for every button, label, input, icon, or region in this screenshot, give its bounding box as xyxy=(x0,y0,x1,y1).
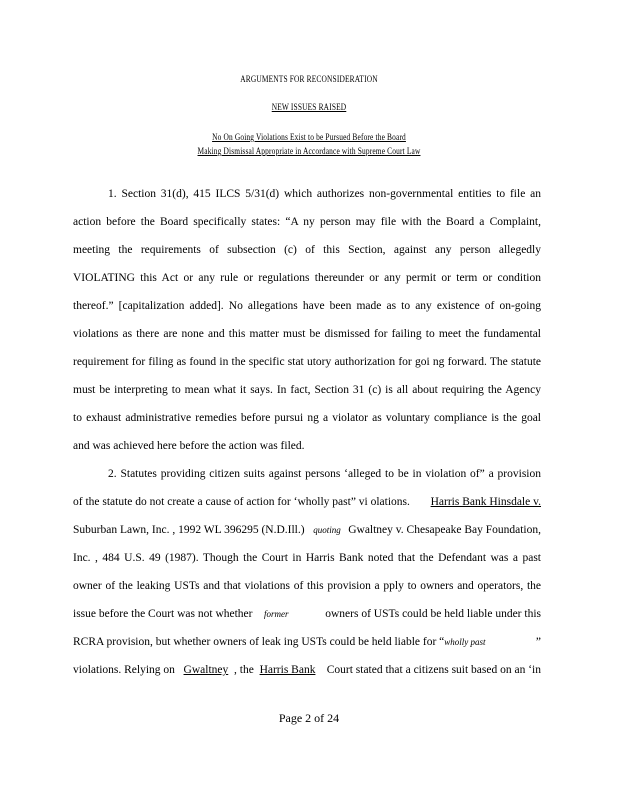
heading-new-issues: NEW ISSUES RAISED xyxy=(271,103,347,113)
body-line xyxy=(73,523,541,537)
body-line: requirement for filing as found in the specific stat utory authorization for goi ng forward. The statute xyxy=(73,356,541,368)
body-line: must be interpreting to mean what it says. In fact, Section 31 (c) is all about requiring the Agency xyxy=(73,384,541,396)
body-text: of the statute do not create a cause of action for ‘wholly past” vi olations. xyxy=(73,496,410,508)
heading-no-ongoing: No On Going Violations Exist to be Pursued Before the Board xyxy=(212,133,406,143)
close-quote: ” xyxy=(535,636,541,648)
italic-wholly-past: wholly past xyxy=(444,637,486,647)
italic-quoting: quoting xyxy=(313,525,341,535)
italic-former: former xyxy=(263,609,289,619)
citation-gwaltney: Gwaltney v. Chesapeake Bay Foundation, xyxy=(348,524,541,536)
citation-gwaltney-short: Gwaltney xyxy=(183,664,229,676)
body-line: to exhaust administrative remedies before pursui ng a violator as voluntary compliance is the goal xyxy=(73,412,541,424)
page-number: Page 2 of 24 xyxy=(278,711,340,725)
body-text: issue before the Court was not whether xyxy=(73,608,253,620)
heading-making-dismissal: Making Dismissal Appropriate in Accordance with Supreme Court Law xyxy=(197,147,421,157)
body-text: violations. Relying on xyxy=(73,664,175,676)
body-line: meeting the requirements of subsection (c) of this Section, against any person allegedly xyxy=(73,244,541,256)
body-line: 1. Section 31(d), 415 ILCS 5/31(d) which authorizes non-governmental entities to file an xyxy=(108,188,541,200)
body-line xyxy=(73,635,541,649)
body-line: action before the Board specifically states: “A ny person may file with the Board a Complaint, xyxy=(73,216,541,228)
body-line: and was achieved here before the action was filed. xyxy=(73,440,305,452)
body-text: Court stated that a citizens suit based on an ‘in xyxy=(326,664,541,676)
body-text: Suburban Lawn, Inc. , 1992 WL 396295 (N.D.Ill.) xyxy=(73,524,305,536)
heading-arguments: ARGUMENTS FOR RECONSIDERATION xyxy=(240,75,378,85)
body-line: thereof.” [capitalization added]. No allegations have been made as to any existence of on-going xyxy=(73,300,541,312)
body-line: 2. Statutes providing citizen suits against persons ‘alleged to be in violation of” a provision xyxy=(108,468,541,480)
body-line: owner of the leaking USTs and that violations of this provision a pply to owners and operators, the xyxy=(73,580,541,592)
body-line xyxy=(73,663,541,677)
body-line: VIOLATING this Act or any rule or regulations thereunder or any permit or term or condition xyxy=(73,272,541,284)
body-text: RCRA provision, but whether owners of leak ing USTs could be held liable for “ xyxy=(73,636,445,648)
body-line xyxy=(73,607,541,621)
body-line: Inc. , 484 U.S. 49 (1987). Though the Court in Harris Bank noted that the Defendant was a past xyxy=(73,552,541,564)
body-text: , the xyxy=(234,664,254,676)
citation-harris-bank-short: Harris Bank xyxy=(259,664,316,676)
body-text: owners of USTs could be held liable under this xyxy=(325,608,541,620)
body-line: violations as there are none and this matter must be dismissed for failing to meet the fundamental xyxy=(73,328,541,340)
body-line xyxy=(73,495,541,509)
citation-harris-bank: Harris Bank Hinsdale v. xyxy=(430,496,541,508)
